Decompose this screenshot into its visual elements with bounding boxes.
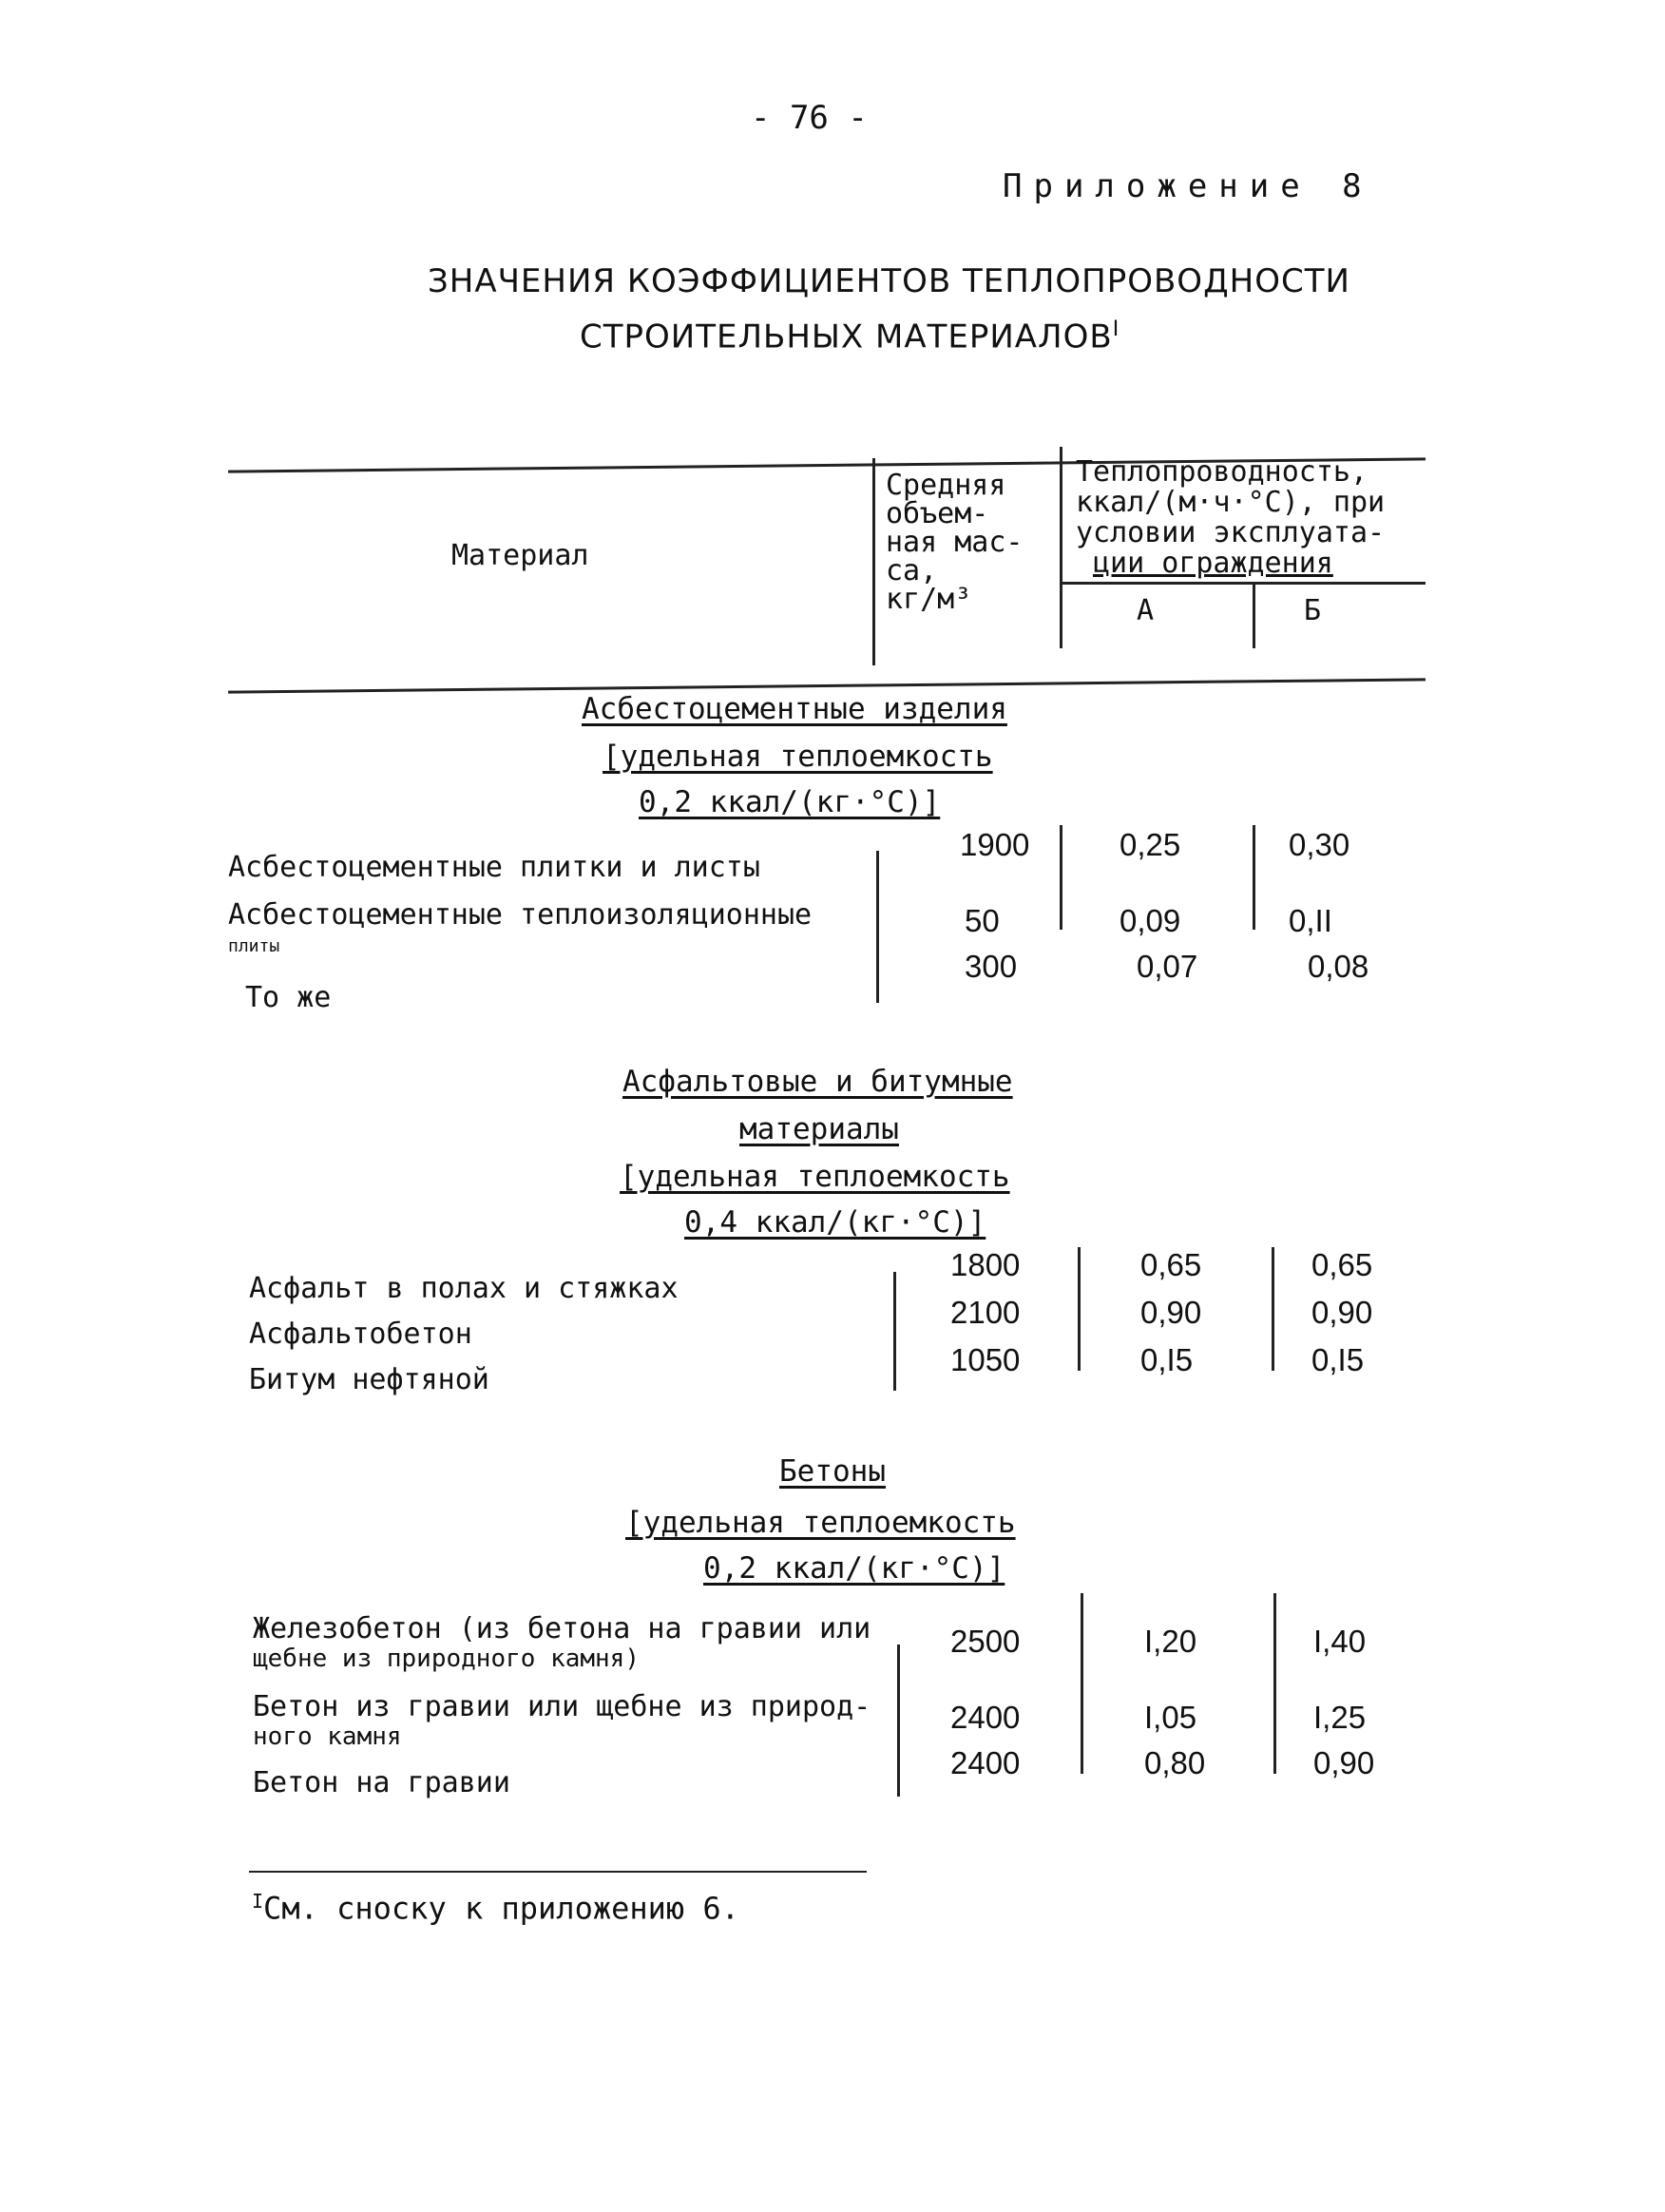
row-density: 2500: [950, 1624, 1021, 1659]
col-b-bracket: [1253, 825, 1255, 930]
header-sub-rule: [1060, 582, 1426, 585]
section-heat-value: 0,2 ккал/(кг·°С)]: [703, 1551, 1005, 1586]
row-value-b: I,40: [1313, 1624, 1367, 1659]
row-bracket: [893, 1272, 896, 1391]
section-title-cont: материалы: [739, 1112, 899, 1146]
row-density: 300: [965, 949, 1018, 984]
header-conductivity-3: условии эксплуата-: [1076, 516, 1386, 549]
header-density-2: объем-: [886, 497, 989, 530]
page-title-line-2-text: СТРОИТЕЛЬНЫХ МАТЕРИАЛОВ: [580, 317, 1113, 356]
row-value-b: 0,90: [1313, 1745, 1375, 1780]
footnote: [252, 1890, 739, 1927]
section-heat-capacity: [удельная теплоемкость: [620, 1160, 1010, 1194]
page-title-line-2: [580, 317, 1120, 356]
row-material-cont: плиты: [228, 936, 280, 956]
col-a-bracket: [1081, 1593, 1083, 1774]
row-material: Асбестоцементные теплоизоляционные: [228, 898, 813, 932]
row-material: Асфальтобетон: [249, 1318, 472, 1351]
row-value-a: I,05: [1144, 1700, 1197, 1735]
row-density: 2100: [950, 1295, 1021, 1330]
header-density-5: кг/м³: [886, 583, 972, 616]
col-a-bracket: [1078, 1247, 1081, 1371]
header-density-4: са,: [886, 554, 938, 587]
row-density: 1800: [950, 1247, 1021, 1282]
row-bracket: [876, 851, 879, 1003]
row-value-a: 0,I5: [1140, 1342, 1194, 1377]
header-conductivity-1: Теплопроводность,: [1076, 455, 1368, 489]
footnote-rule: [249, 1871, 867, 1873]
row-material: Бетон из гравии или щебне из природ-: [253, 1690, 871, 1723]
row-material-cont: ного камня: [253, 1722, 402, 1751]
row-value-b: 0,08: [1308, 949, 1369, 984]
row-density: 2400: [950, 1700, 1021, 1735]
header-divider-3: [1253, 582, 1255, 648]
row-value-b: I,25: [1313, 1700, 1367, 1735]
header-material: Материал: [451, 539, 589, 572]
title-footnote-mark: I: [1112, 317, 1120, 341]
header-density-1: Средняя: [886, 469, 1006, 502]
row-material: Железобетон (из бетона на гравии или: [253, 1612, 871, 1645]
row-value-b: 0,30: [1289, 827, 1350, 862]
page-title-line-1: ЗНАЧЕНИЯ КОЭФФИЦИЕНТОВ ТЕПЛОПРОВОДНОСТИ: [428, 262, 1350, 300]
footnote-mark: I: [252, 1890, 264, 1913]
row-material: Бетон на гравии: [253, 1766, 510, 1799]
header-density-3: ная мас-: [886, 526, 1024, 559]
col-b-bracket: [1273, 1593, 1276, 1774]
row-material-cont: щебне из природного камня): [253, 1645, 640, 1673]
header-conductivity-4: ции ограждения: [1093, 547, 1333, 580]
row-value-a: I,20: [1144, 1624, 1197, 1659]
header-divider-1: [872, 458, 875, 665]
row-density: 1900: [960, 827, 1030, 862]
row-bracket: [897, 1645, 900, 1797]
section-title: Асфальтовые и битумные: [622, 1065, 1013, 1099]
row-material: Асбестоцементные плитки и листы: [228, 851, 760, 884]
header-conductivity-2: ккал/(м·ч·°С), при: [1076, 486, 1386, 519]
row-value-a: 0,25: [1120, 827, 1181, 862]
col-a-bracket: [1060, 825, 1062, 930]
appendix-label: Приложение 8: [1003, 167, 1373, 205]
section-heat-value: 0,2 ккал/(кг·°С)]: [639, 785, 941, 819]
row-material: Асфальт в полах и стяжках: [249, 1272, 679, 1305]
row-density: 1050: [950, 1342, 1021, 1377]
section-heat-value: 0,4 ккал/(кг·°С)]: [684, 1205, 986, 1240]
row-value-a: 0,80: [1144, 1745, 1206, 1780]
page-number: - 76 -: [751, 99, 868, 137]
row-value-a: 0,07: [1137, 949, 1198, 984]
footnote-text: См. сноску к приложению 6.: [263, 1890, 739, 1927]
header-divider-2: [1060, 447, 1062, 648]
row-density: 50: [965, 903, 1000, 938]
row-value-a: 0,09: [1120, 903, 1181, 938]
section-heat-capacity: [удельная теплоемкость: [603, 740, 993, 774]
row-value-b: 0,90: [1311, 1295, 1373, 1330]
section-title: Асбестоцементные изделия: [582, 692, 1007, 726]
header-col-a: А: [1137, 594, 1155, 627]
row-value-b: 0,I5: [1311, 1342, 1365, 1377]
section-heat-capacity: [удельная теплоемкость: [625, 1506, 1016, 1540]
row-value-a: 0,65: [1140, 1247, 1202, 1282]
row-value-b: 0,65: [1311, 1247, 1373, 1282]
row-material: То же: [245, 981, 332, 1014]
row-material: Битум нефтяной: [249, 1363, 489, 1396]
row-density: 2400: [950, 1745, 1021, 1780]
col-b-bracket: [1272, 1247, 1274, 1371]
row-value-a: 0,90: [1140, 1295, 1202, 1330]
header-col-b: Б: [1304, 594, 1322, 627]
section-title: Бетоны: [779, 1454, 886, 1489]
row-value-b: 0,II: [1289, 903, 1332, 938]
